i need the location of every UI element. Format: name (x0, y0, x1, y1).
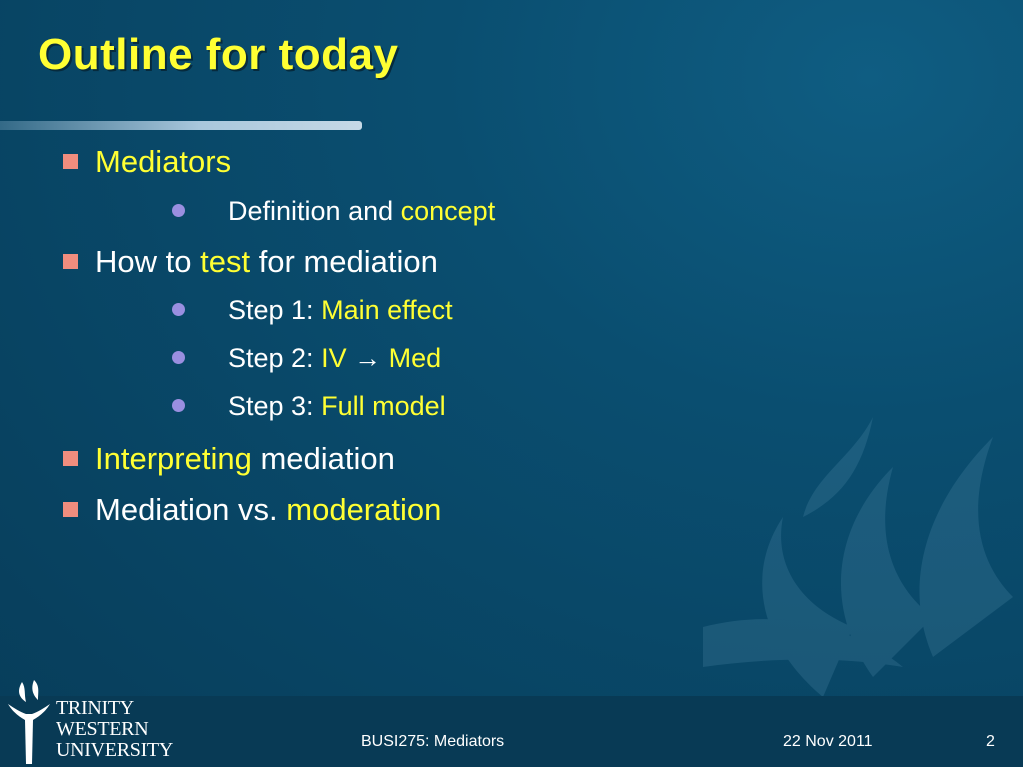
subbullet-definition (170, 196, 495, 227)
square-bullet-icon (63, 154, 78, 169)
bullet-text: mediation (251, 441, 395, 476)
round-bullet-icon (172, 204, 185, 217)
university-logo-text: TRINITY WESTERN UNIVERSITY (56, 697, 173, 761)
round-bullet-icon (172, 399, 185, 412)
bullet-highlight: Interpreting (95, 441, 252, 476)
subbullet-step-2 (170, 343, 441, 374)
subbullet-step-3 (170, 391, 446, 422)
square-bullet-icon (63, 502, 78, 517)
bullet-highlight: test (200, 244, 251, 279)
torch-logo-icon (4, 678, 54, 764)
subbullet-step-1 (170, 295, 453, 326)
bullet-text: Mediation vs. (95, 492, 287, 527)
slide-title: Outline for today (38, 30, 399, 79)
footer-date: 22 Nov 2011 (783, 733, 873, 750)
round-bullet-icon (172, 351, 185, 364)
bullet-mediators (63, 144, 231, 180)
bullet-highlight: moderation (286, 492, 442, 527)
bullet-interpreting (63, 441, 395, 477)
page-number: 2 (986, 733, 995, 750)
bullet-mediation-vs-moderation (63, 492, 441, 528)
footer-course: BUSI275: Mediators (361, 733, 505, 750)
bullet-highlight: IV (321, 343, 347, 373)
bullet-highlight: Main effect (321, 295, 453, 325)
torch-watermark-icon (703, 397, 1023, 697)
bullet-text: Step 3: (228, 391, 322, 421)
square-bullet-icon (63, 254, 78, 269)
bullet-text: Definition and (228, 196, 401, 226)
arrow-text: → (346, 343, 389, 373)
bullet-text: How to (95, 244, 201, 279)
bullet-how-to-test (63, 244, 438, 280)
round-bullet-icon (172, 303, 185, 316)
bullet-text: for mediation (250, 244, 438, 279)
bullet-highlight: Med (388, 343, 442, 373)
title-underline (0, 121, 362, 130)
bullet-text: Step 1: (228, 295, 322, 325)
bullet-highlight: Full model (321, 391, 446, 421)
bullet-highlight: concept (400, 196, 496, 226)
bullet-text: Step 2: (228, 343, 322, 373)
bullet-text: Mediators (95, 144, 232, 179)
square-bullet-icon (63, 451, 78, 466)
